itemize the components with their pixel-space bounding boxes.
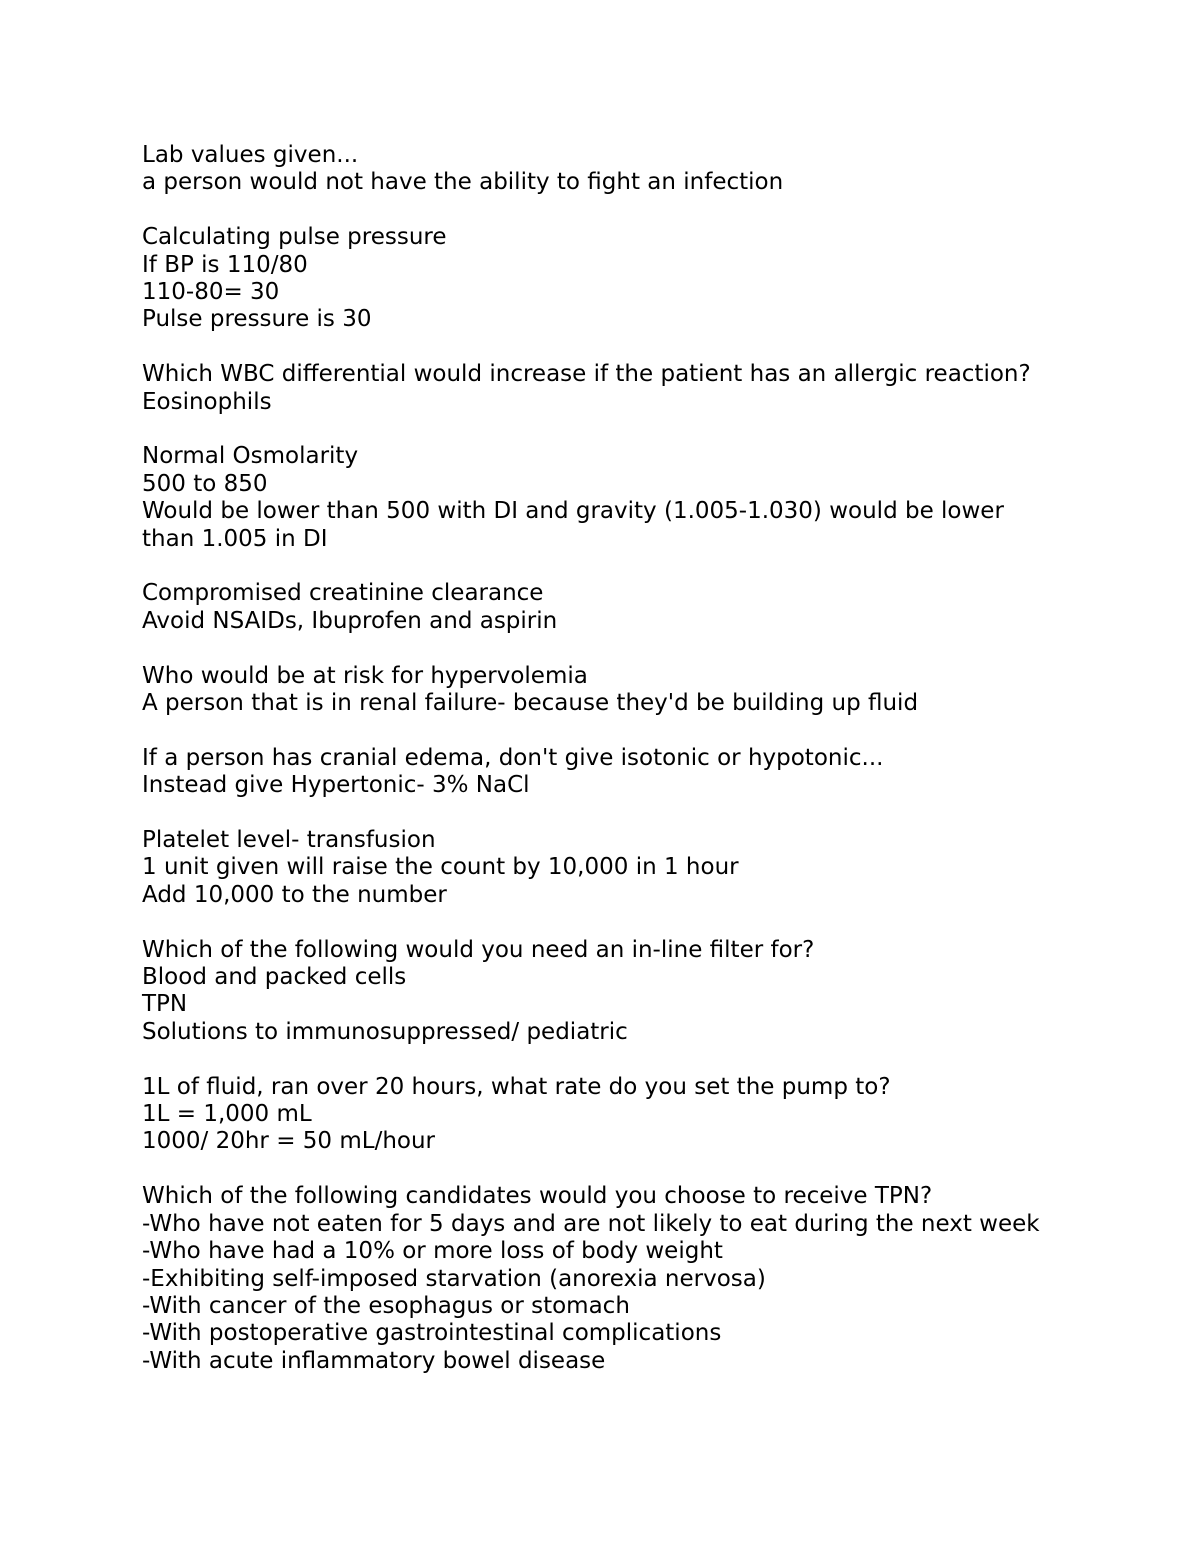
text-line: Eosinophils (142, 388, 272, 415)
section-lab-values (142, 142, 1062, 197)
text-line: If BP is 110/80 (142, 251, 308, 278)
text-line: Avoid NSAIDs, Ibuprofen and aspirin (142, 607, 558, 634)
text-line: Normal Osmolarity (142, 443, 359, 470)
section-tpn-candidates (142, 1183, 1062, 1375)
text-line: Blood and packed cells (142, 964, 407, 991)
text-line: If a person has cranial edema, don't give isotonic or hypotonic... (142, 744, 884, 771)
text-line: 1000/ 20hr = 50 mL/hour (142, 1128, 436, 1155)
text-line: 110-80= 30 (142, 279, 280, 306)
section-osmolarity (142, 443, 1062, 553)
section-creatinine (142, 580, 1062, 635)
text-line: Solutions to immunosuppressed/ pediatric (142, 1018, 628, 1045)
text-line: 500 to 850 (142, 470, 268, 497)
section-cranial-edema (142, 745, 1062, 800)
section-inline-filter (142, 937, 1062, 1047)
text-line: 1L of fluid, ran over 20 hours, what rate do you set the pump to? (142, 1073, 891, 1100)
section-pump-rate (142, 1074, 1062, 1156)
section-hypervolemia (142, 663, 1062, 718)
text-line: 1 unit given will raise the count by 10,000 in 1 hour (142, 854, 739, 881)
list-item: -Who have had a 10% or more loss of body weight (142, 1238, 723, 1265)
list-item: -Exhibiting self-imposed starvation (anorexia nervosa) (142, 1265, 766, 1292)
document-body (142, 142, 1062, 1403)
section-pulse-pressure (142, 224, 1062, 334)
text-line: Pulse pressure is 30 (142, 306, 372, 333)
list-item: -With postoperative gastrointestinal complications (142, 1320, 722, 1347)
text-line: Which WBC differential would increase if the patient has an allergic reaction? (142, 361, 1031, 388)
text-line: Would be lower than 500 with DI and gravity (1.005-1.030) would be lower than 1.005 in DI (142, 498, 1012, 552)
section-platelet (142, 827, 1062, 909)
list-item: -With cancer of the esophagus or stomach (142, 1292, 630, 1319)
text-line: 1L = 1,000 mL (142, 1101, 312, 1128)
text-line: Platelet level- transfusion (142, 827, 436, 854)
text-line: Lab values given... (142, 142, 359, 168)
text-line: Who would be at risk for hypervolemia (142, 662, 588, 689)
text-line: Which of the following candidates would you choose to receive TPN? (142, 1183, 933, 1210)
text-line: a person would not have the ability to fight an infection (142, 169, 784, 196)
text-line: Compromised creatinine clearance (142, 580, 544, 607)
text-line: Instead give Hypertonic- 3% NaCl (142, 772, 530, 799)
text-line: TPN (142, 991, 188, 1018)
text-line: Calculating pulse pressure (142, 224, 447, 251)
text-line: Which of the following would you need an in-line filter for? (142, 936, 815, 963)
section-wbc-differential (142, 361, 1062, 416)
list-item: -With acute inflammatory bowel disease (142, 1347, 606, 1374)
list-item: -Who have not eaten for 5 days and are not likely to eat during the next week (142, 1210, 1040, 1237)
text-line: Add 10,000 to the number (142, 881, 447, 908)
text-line: A person that is in renal failure- because they'd be building up fluid (142, 690, 919, 717)
